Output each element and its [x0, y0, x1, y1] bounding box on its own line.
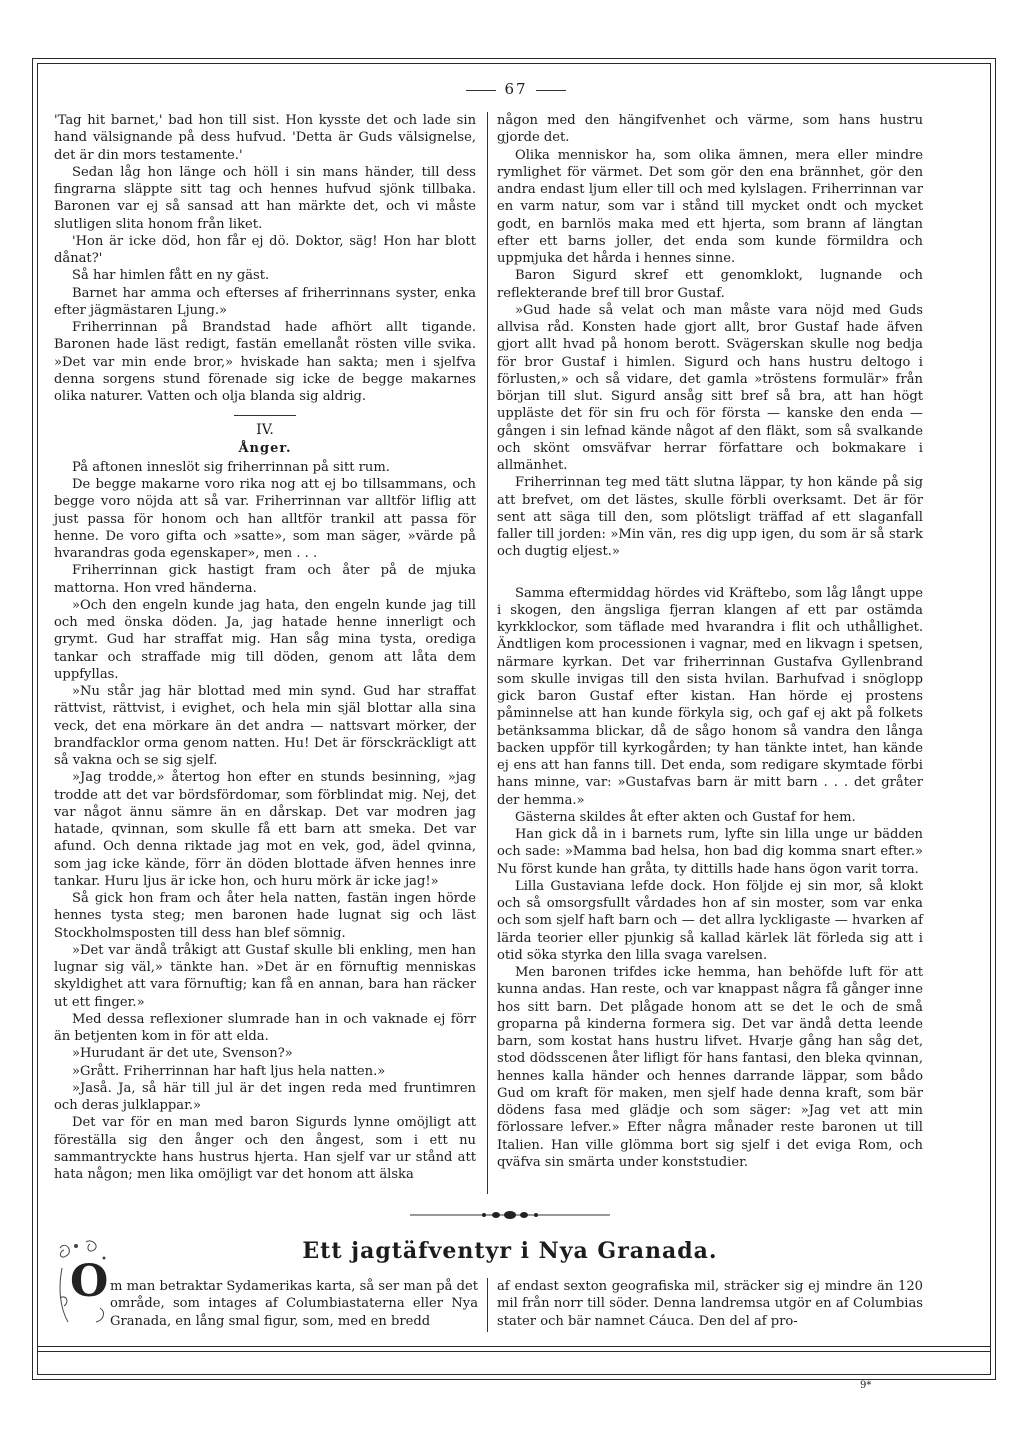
- paragraph: »Jaså. Ja, så här till jul är det ingen reda med fruntimren och deras julklappar.»: [54, 1080, 476, 1113]
- paragraph: »Det var ändå tråkigt att Gustaf skulle bli enkling, men han lugnar sig väl,» tänkte han. »Det är en förnuftig menniskas skyldighet att vara förnuftig; kan få en annan, bara han räcker ut ett finger.»: [54, 942, 476, 1010]
- bottom-rule: [37, 1351, 991, 1352]
- paragraph: Friherrinnan gick hastigt fram och åter på de mjuka mattorna. Hon vred händerna.: [54, 563, 476, 596]
- page-number-dash-left: [466, 90, 496, 91]
- chapter-number: IV.: [256, 422, 274, 439]
- paragraph: Så gick hon fram och åter hela natten, fastän ingen hörde hennes tysta steg; men baronen hade lugnat sig och läst Stockholmsposten till dess han blef sömnig.: [54, 891, 476, 941]
- paragraph: Han gick då in i barnets rum, lyfte sin lilla unge ur bädden och sade: »Mamma bad helsa, hon bad dig komma snart efter.» Nu först kunde han gråta, ty dittills hade hans ögon varit torra.: [497, 827, 923, 877]
- paragraph: »Nu står jag här blottad med min synd. Gud har straffat rättvist, rättvist, i evighet, och hela min själ blottar alla sina veck, det ena mörkare än det andra — nattsvart mörker, der brandfacklor orma genom natten. Hu! Det är försckräckligt att så vakna och se sig sjelf.: [54, 684, 476, 768]
- bottom-rule: [37, 1346, 991, 1347]
- paragraph: Så har himlen fått en ny gäst.: [72, 268, 270, 284]
- page-number-text: 67: [504, 80, 528, 98]
- printer-signature: 9*: [860, 1380, 872, 1391]
- article-left-text: m man betraktar Sydamerikas karta, så ser man på det område, som intages af Columbiastaterna eller Nya Granada, en lång smal figur, som, med en bredd: [110, 1279, 478, 1329]
- paragraph: Gästerna skildes åt efter akten och Gustaf for hem.: [515, 809, 856, 825]
- section-gap: [497, 561, 923, 585]
- paragraph: någon med den hängifvenhet och värme, som hans hustru gjorde det.: [497, 113, 923, 146]
- paragraph: Friherrinnan teg med tätt slutna läppar, ty hon kände på sig att brefvet, om det lästes, skulle förbli overksamt. Det är för sent att säga till den, som plötsligt träffad af ett slaganfall faller till jorden: »Min vän, res dig upp igen, du som är så stark och dugtig eljest.»: [497, 475, 923, 560]
- paragraph: Sedan låg hon länge och höll i sin mans händer, till dess fingrarna släppte sitt tag och hennes hufvud sjönk tillbaka. Baronen var ej så sansad att han märkte det, och vi måste slutligen slita honom från liket.: [54, 164, 476, 232]
- paragraph: Men baronen trifdes icke hemma, han behöfde luft för att kunna andas. Han reste, och var knappast några få gånger inne hos sitt barn. Det plågade honom att se det le och de små groparna på kinderna formera sig. Det var ändå detta leende barn, som kostat hans hustru lifvet. Hvarje gång han såg det, stod dödsscenen åter lifligt för hans fantasi, den bleka qvinnan, hennes kalla händer och hennes darrande läppar, som bådo Gud om kraft för maken, men sjelf hade denna kraft, som bär dödens fasa med glädje och som säger: »Jag vet att min förlossare lefver.» Efter några månader reste baronen ut till Italien. Han ville glömma bort sig sjelf i det eviga Rom, och qväfva sin smärta under konststudier.: [497, 965, 923, 1170]
- section-separator: [234, 415, 296, 416]
- paragraph: »Och den engeln kunde jag hata, den engeln kunde jag till och med önska döden. Ja, jag hatade henne innerligt och grymt. Gud har straffat mig. Han såg mina tysta, orediga tankar och straffade mig till döden, genom att låta dem uppfyllas.: [54, 597, 476, 682]
- article-right-text: af endast sexton geografiska mil, sträcker sig ej mindre än 120 mil från norr till söder. Denna landremsa utgör en af Columbias stater och bär namnet Cáuca. Den del af pro-: [497, 1279, 923, 1329]
- ornament-separator: [410, 1208, 610, 1222]
- paragraph: 'Tag hit barnet,' bad hon till sist. Hon kysste det och lade sin hand välsignande på dess hufvud. 'Detta är Guds välsignelse, det är din mors testamente.': [54, 113, 476, 163]
- article-column-divider: [487, 1278, 488, 1332]
- paragraph: »Gud hade så velat och man måste vara nöjd med Guds allvisa råd. Konsten hade gjort allt, bror Gustaf hade äfven gjort allt hvad på honom berott. Svägerskan skulle nog bedja för bror Gustaf i himlen. Sigurd och hans hustru deltogo i förlusten,» och så vidare, det gamla »tröstens formulär» från början till slut. Sigurd ansåg sitt bref så bra, att han högt uppläste det för sin fru och för första — kanske den enda — gången i sin lefnad kände något af den fläkt, som så svalkande och skönt omsväfvar herrar författare och bokmakare i allmänhet.: [497, 302, 923, 473]
- right-column: [497, 112, 923, 1171]
- paragraph: De begge makarne voro rika nog att ej bo tillsammans, och begge voro nöjda att så var. Friherrinnan var alltför liflig att just passa för honom och han alltför trankil att passa för henne. De voro gifta och »satte», som man säger, »värde på hvarandras goda egenskaper», men . . .: [54, 477, 476, 561]
- page-number: [0, 80, 1032, 98]
- paragraph: Friherrinnan på Brandstad hade afhört allt tigande. Baronen hade läst redigt, fastän emellanåt rösten ville svika. »Det var min ende bror,» hviskade han sakta; men i sjelfva denna sorgens stund förenade sig icke de begge makarnes olika naturer. Vatten och olja blanda sig aldrig.: [54, 320, 476, 404]
- left-column: [54, 112, 476, 1183]
- paragraph: Lilla Gustaviana lefde dock. Hon följde ej sin mor, så klokt och så omsorgsfullt vårdades hon af sin moster, som var enka och som sjelf haft barn och — det allra lyckligaste — hvarken af lärda teorier eller pjunkig så kallad kärlek lät förleda sig att i otid söka styrka den lilla svaga varelsen.: [497, 878, 923, 963]
- paragraph: 'Hon är icke död, hon får ej dö. Doktor, säg! Hon har blott dånat?': [54, 233, 476, 266]
- chapter-title: Ånger.: [238, 440, 292, 456]
- drop-cap-letter: O: [70, 1256, 109, 1307]
- paragraph: Med dessa reflexioner slumrade han in och vaknade ej förr än betjenten kom in för att elda.: [54, 1011, 476, 1044]
- paragraph: Samma eftermiddag hördes vid Kräftebo, som låg långt uppe i skogen, den ängsliga fjerran klangen af ett par ostämda kyrkklockor, som täflade med hvarandra i flit och uthållighet. Ändtligen kom processionen i vagnar, med en likvagn i spetsen, närmare kyrkan. Det var friherrinnan Gustafva Gyllenbrand som skulle invigas till den sista hvilan. Barhufvad i snöglopp gick baron Gustaf efter kistan. Han hörde ej prostens påminnelse att han kunde förkyla sig, och gaf ej akt på folkets betänksamma blickar, då de sågo honom så vandra den långa backen uppför till kyrkogården; ty han tänkte intet, han kände ej ens att han fanns till. Det enda, som redigare skymtade förbi hans minne, var: »Gustafvas barn är mitt barn . . . det gråter der hemma.»: [497, 585, 923, 808]
- paragraph: Olika menniskor ha, som olika ämnen, mera eller mindre rymlighet för värmet. Det som gör den ena brännhet, gör den andra endast ljum eller till och med kylslagen. Friherrinnan var en varm natur, som var i stånd till mycket ondt och mycket godt, en barnlös maka med ett hjerta, som brann af längtan efter ett barns joller, det enda som kunde förmildra och uppmjuka det hårda i hennes sinne.: [497, 147, 923, 266]
- page-number-dash-right: [536, 90, 566, 91]
- paragraph: »Hurudant är det ute, Svenson?»: [72, 1046, 293, 1062]
- paragraph: På aftonen inneslöt sig friherrinnan på sitt rum.: [72, 459, 390, 475]
- column-divider: [487, 112, 488, 1194]
- decorative-initial: [56, 1238, 112, 1326]
- article-title: Ett jagtäfventyr i Nya Granada.: [302, 1238, 718, 1264]
- paragraph: »Grått. Friherrinnan har haft ljus hela natten.»: [72, 1063, 386, 1079]
- paragraph: Barnet har amma och efterses af friherrinnans syster, enka efter jägmästaren Ljung.»: [54, 285, 476, 318]
- paragraph: »Jag trodde,» återtog hon efter en stunds besinning, »jag trodde att det var bördsfördomar, som förblindat mig. Nej, det var något ännu sämre än en dårskap. Det var modren jag hatade, qvinnan, som skulle få ett barn att smeka. Det var afund. Och denna riktade jag mot en vek, god, ädel qvinna, som jag icke kände, förr än döden blottade äfven hennes inre tankar. Huru ljus är icke hon, och huru mörk är icke jag!»: [54, 770, 476, 889]
- paragraph: Det var för en man med baron Sigurds lynne omöjligt att föreställa sig den ånger och den ångest, som i ett nu sammantryckte hans hustrus hjerta. Han sjelf var ur stånd att hata någon; men lika omöjligt var det honom att älska: [54, 1115, 476, 1182]
- paragraph: Baron Sigurd skref ett genomklokt, lugnande och reflekterande bref till bror Gustaf.: [497, 268, 923, 301]
